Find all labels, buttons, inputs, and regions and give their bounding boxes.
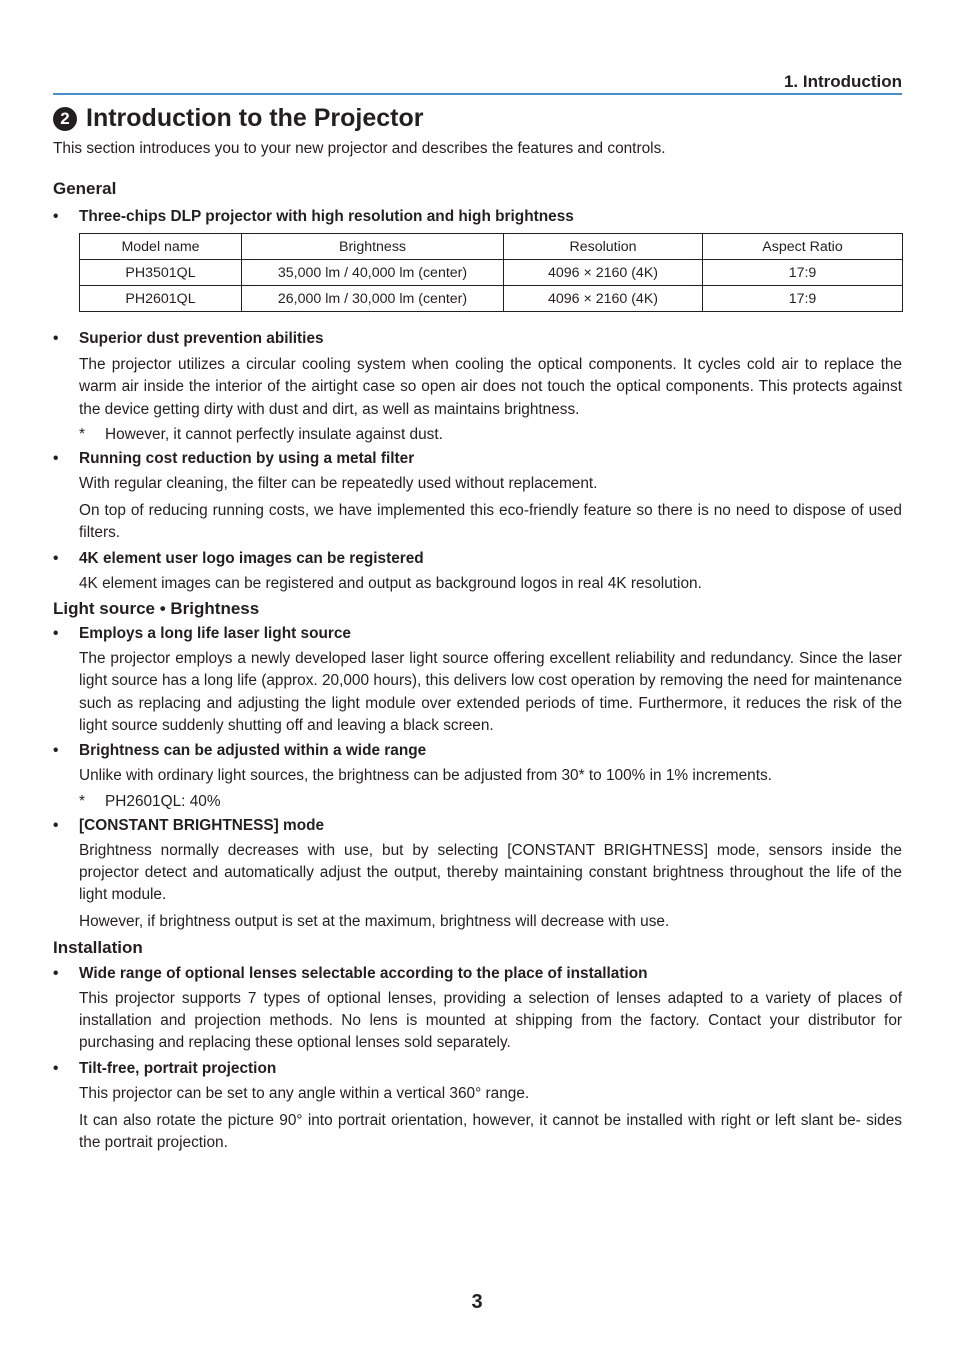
body-constant-brightness-2: However, if brightness output is set at the maximum, brightness will decrease with use. [79,913,670,931]
content [53,179,902,1155]
heading-installation: Installation [53,937,143,957]
table-cell: 35,000 lm / 40,000 lm (center) [242,260,504,286]
bullet-three-chips: • Three-chips DLP projector with high resolution and high brightness [53,208,902,226]
table-header-cell: Aspect Ratio [703,234,903,260]
table-cell: 4096 × 2160 (4K) [504,260,703,286]
bullet-laser: • Employs a long life laser light source [53,625,902,643]
body-metal-filter-2: On top of reducing running costs, we have implemented this eco-friendly feature so there is no need to dispose of used filters. [79,502,902,542]
body-tilt-free-1: This projector can be set to any angle within a vertical 360° range. [79,1084,530,1102]
note-brightness-text: PH2601QL: 40% [105,792,221,810]
table-cell: PH3501QL [80,260,242,286]
running-head: 1. Introduction [783,72,902,91]
body-optional-lenses: This projector supports 7 types of optional lenses, providing a selection of lenses adapted to a variety of places of installation and projection methods. No lens is mounted at shipping from the factory. Contact your distributor for purchasing and replacing these optional lenses sold separately. [79,989,902,1052]
table-cell: PH2601QL [80,286,242,312]
table-row [80,286,903,312]
section-number-icon: 2 [53,107,77,131]
body-constant-brightness-1: Brightness normally decreases with use, but by selecting [CONSTANT BRIGHTNESS] mode, sensors inside the projector detect and automatically adjust the output, thereby maintaining constant brightness throughout the life of the light module. [79,841,902,904]
note-brightness: * PH2601QL: 40% [79,792,221,810]
table-cell: 17:9 [703,260,903,286]
bullet-dust-prevention: • Superior dust prevention abilities [53,330,902,348]
table-header-cell: Brightness [242,234,504,260]
table-header-cell: Resolution [504,234,703,260]
heading-light-source: Light source • Brightness [53,599,260,619]
page-title-text: Introduction to the Projector [86,104,424,132]
body-4k-logo: 4K element images can be registered and output as background logos in real 4K resolution. [79,574,702,592]
bullet-4k-logo: • 4K element user logo images can be registered [53,550,902,568]
body-laser: The projector employs a newly developed laser light source offering excellent reliability and redundancy. Since the laser light source has a long life (approx. 20,000 hours), this delivers low cost operation by removing the need for maintenance such as replacing and adjusting the light module over extended periods of time. Furthermore, it reduces the risk of the light source suddenly shutting off and leaving a black screen. [79,650,903,734]
table-header-row [80,234,903,260]
note-dust: * However, it cannot perfectly insulate against dust. [79,425,443,443]
bullet-constant-brightness: • [CONSTANT BRIGHTNESS] mode [53,817,902,835]
page-number: 3 [471,1291,483,1313]
spec-table [79,233,903,312]
bullet-brightness-range: • Brightness can be adjusted within a wide range [53,742,902,760]
table-cell: 17:9 [703,286,903,312]
bullet-metal-filter: • Running cost reduction by using a metal filter [53,450,902,468]
body-metal-filter-1: With regular cleaning, the filter can be repeatedly used without replacement. [79,474,598,492]
body-tilt-free-2: It can also rotate the picture 90° into portrait orientation, however, it cannot be installed with right or left slant be- sides the portrait projection. [79,1111,902,1152]
table-header-cell: Model name [80,234,242,260]
body-dust-prevention: The projector utilizes a circular cooling system when cooling the optical components. It cycles cold air to replace the warm air inside the interior of the airtight case so open air does not touch the optical components. This protects against the device getting dirty with dust and dirt, as well as maintains brightness. [79,356,902,418]
heading-general: General [53,179,117,198]
note-dust-text: However, it cannot perfectly insulate against dust. [105,425,443,443]
bullet-optional-lenses: • Wide range of optional lenses selectable according to the place of installation [53,965,902,983]
body-brightness-range: Unlike with ordinary light sources, the brightness can be adjusted from 30* to 100% in 1% increments. [79,767,772,785]
table-cell: 4096 × 2160 (4K) [504,286,703,312]
header-rule [53,93,902,95]
page-title [53,104,424,133]
table-row [80,260,903,286]
intro-text: This section introduces you to your new projector and describes the features and controls. [53,140,666,157]
bullet-tilt-free: • Tilt-free, portrait projection [53,1060,902,1078]
table-cell: 26,000 lm / 30,000 lm (center) [242,286,504,312]
